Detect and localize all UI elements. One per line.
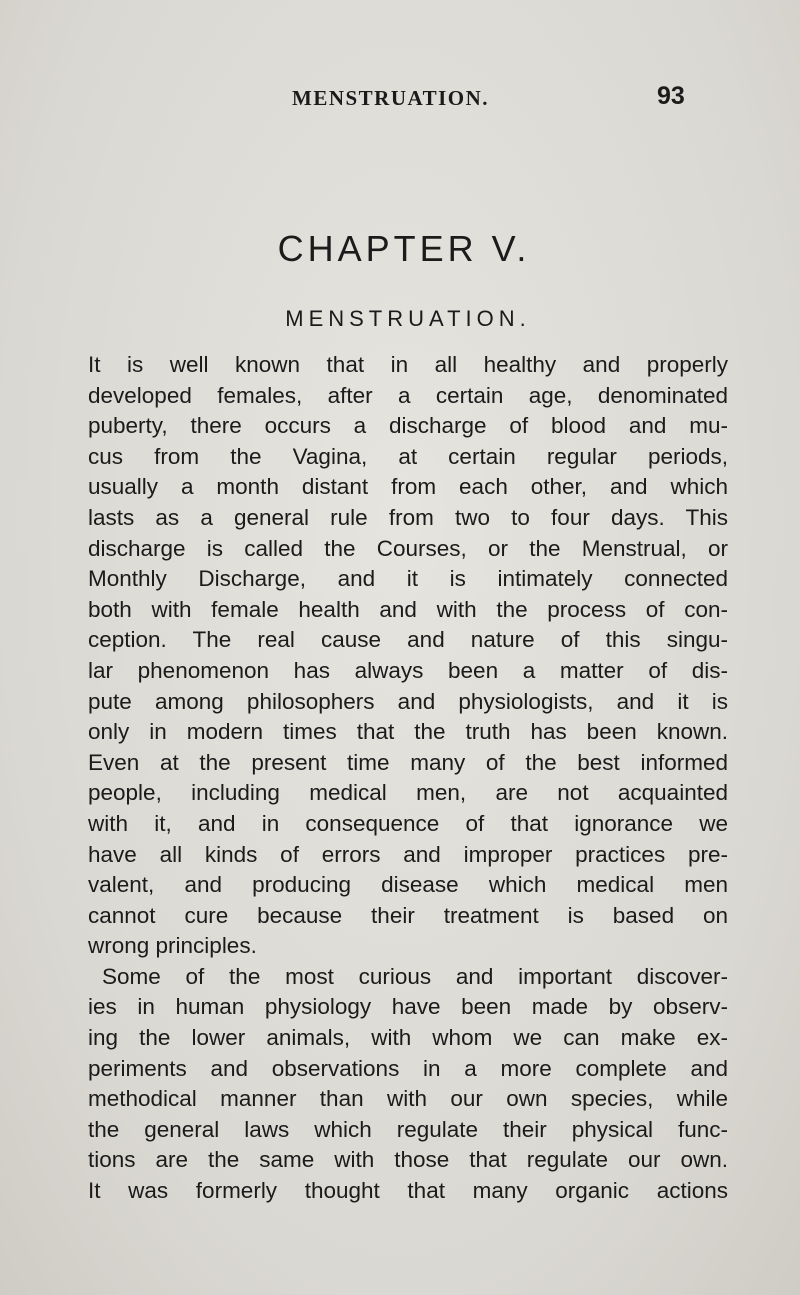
body-text <box>88 350 728 1207</box>
paragraph-2 <box>88 962 728 1207</box>
text-line: developed females, after a certain age, denominated <box>88 382 728 408</box>
page-number: 93 <box>657 82 685 110</box>
text-line: only in modern times that the truth has been known. <box>88 719 728 745</box>
text-line: It is well known that in all healthy and properly <box>88 352 728 377</box>
text-line: methodical manner than with our own species, while <box>88 1086 728 1112</box>
text-line: people, including medical men, are not acquainted <box>88 780 728 806</box>
text-line: lasts as a general rule from two to four days. This <box>88 504 728 530</box>
text-line: with it, and in consequence of that ignorance we <box>88 810 728 836</box>
text-line: cus from the Vagina, at certain regular periods, <box>88 443 728 469</box>
text-line: the general laws which regulate their physical func- <box>88 1116 728 1142</box>
section-title: MENSTRUATION. <box>285 306 531 331</box>
text-line: Monthly Discharge, and it is intimately connected <box>88 566 728 592</box>
text-line: ing the lower animals, with whom we can make ex- <box>88 1025 728 1051</box>
running-head <box>0 82 800 116</box>
text-line: have all kinds of errors and improper practices pre- <box>88 841 728 867</box>
running-title: MENSTRUATION. <box>292 86 490 110</box>
text-line: puberty, there occurs a discharge of blood and mu- <box>88 413 728 439</box>
text-line: pute among philosophers and physiologists, and it is <box>88 688 728 714</box>
text-line: both with female health and with the process of con- <box>88 596 728 622</box>
text-line: Some of the most curious and important discover- <box>102 963 728 989</box>
text-line: It was formerly thought that many organic actions <box>88 1178 728 1204</box>
text-line: usually a month distant from each other, and which <box>88 474 728 500</box>
text-line: Even at the present time many of the best informed <box>88 749 728 775</box>
text-line: discharge is called the Courses, or the Menstrual, or <box>88 535 728 561</box>
text-line: wrong principles. <box>88 933 257 959</box>
text-line: lar phenomenon has always been a matter of dis- <box>88 657 728 683</box>
text-line: ies in human physiology have been made by observ- <box>88 994 728 1020</box>
text-line: valent, and producing disease which medical men <box>88 872 728 898</box>
text-line: tions are the same with those that regulate our own. <box>88 1147 728 1173</box>
text-line: cannot cure because their treatment is based on <box>88 902 728 928</box>
paragraph-1 <box>88 350 728 962</box>
chapter-title: CHAPTER V. <box>277 228 531 269</box>
text-line: periments and observations in a more complete and <box>88 1055 728 1081</box>
text-line: ception. The real cause and nature of this singu- <box>88 627 728 653</box>
